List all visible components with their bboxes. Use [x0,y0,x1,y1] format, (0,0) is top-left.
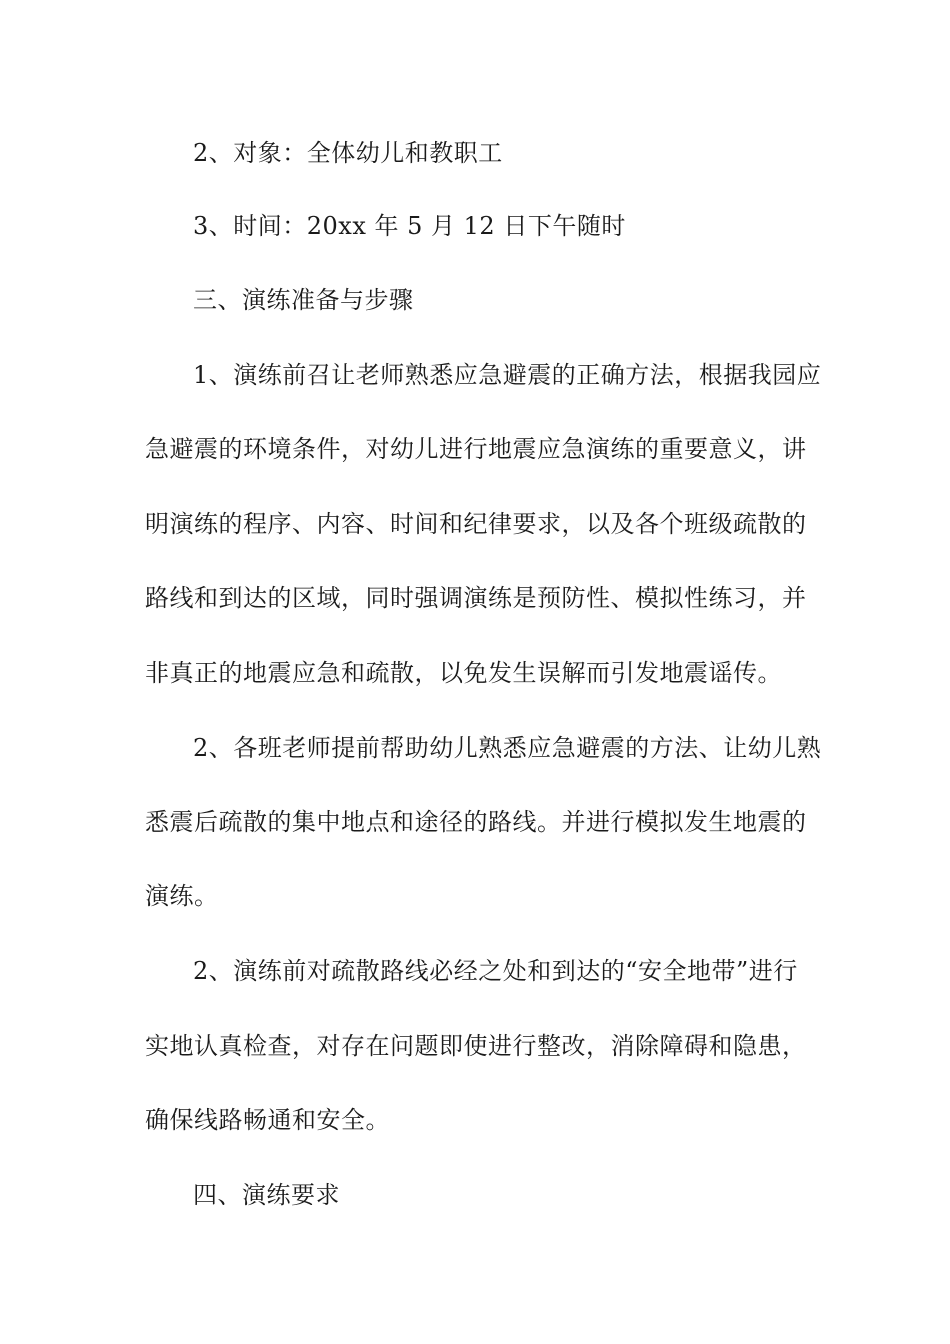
paragraph-3-line-1: 2、演练前对疏散路线必经之处和到达的“安全地带”进行 [193,957,798,985]
paragraph-1-line-2: 急避震的环境条件，对幼儿进行地震应急演练的重要意义，讲 [145,435,807,463]
item-time: 3、时间：20xx 年 5 月 12 日下午随时 [193,212,626,240]
section-heading-4: 四、演练要求 [193,1181,340,1209]
paragraph-3-line-2: 实地认真检查，对存在问题即使进行整改，消除障碍和隐患， [145,1032,807,1060]
section-heading-3: 三、演练准备与步骤 [193,286,414,314]
paragraph-1-line-1: 1、演练前召让老师熟悉应急避震的正确方法，根据我园应 [193,361,822,389]
paragraph-2-line-3: 演练。 [145,882,219,910]
paragraph-2-line-1: 2、各班老师提前帮助幼儿熟悉应急避震的方法、让幼儿熟 [193,734,822,762]
paragraph-1-line-4: 路线和到达的区域，同时强调演练是预防性、模拟性练习，并 [145,584,807,612]
paragraph-2-line-2: 悉震后疏散的集中地点和途径的路线。并进行模拟发生地震的 [145,808,807,836]
item-target: 2、对象：全体幼儿和教职工 [193,139,503,167]
paragraph-3-line-3: 确保线路畅通和安全。 [145,1106,390,1134]
paragraph-1-line-3: 明演练的程序、内容、时间和纪律要求，以及各个班级疏散的 [145,510,807,538]
paragraph-1-line-5: 非真正的地震应急和疏散，以免发生误解而引发地震谣传。 [145,659,782,687]
